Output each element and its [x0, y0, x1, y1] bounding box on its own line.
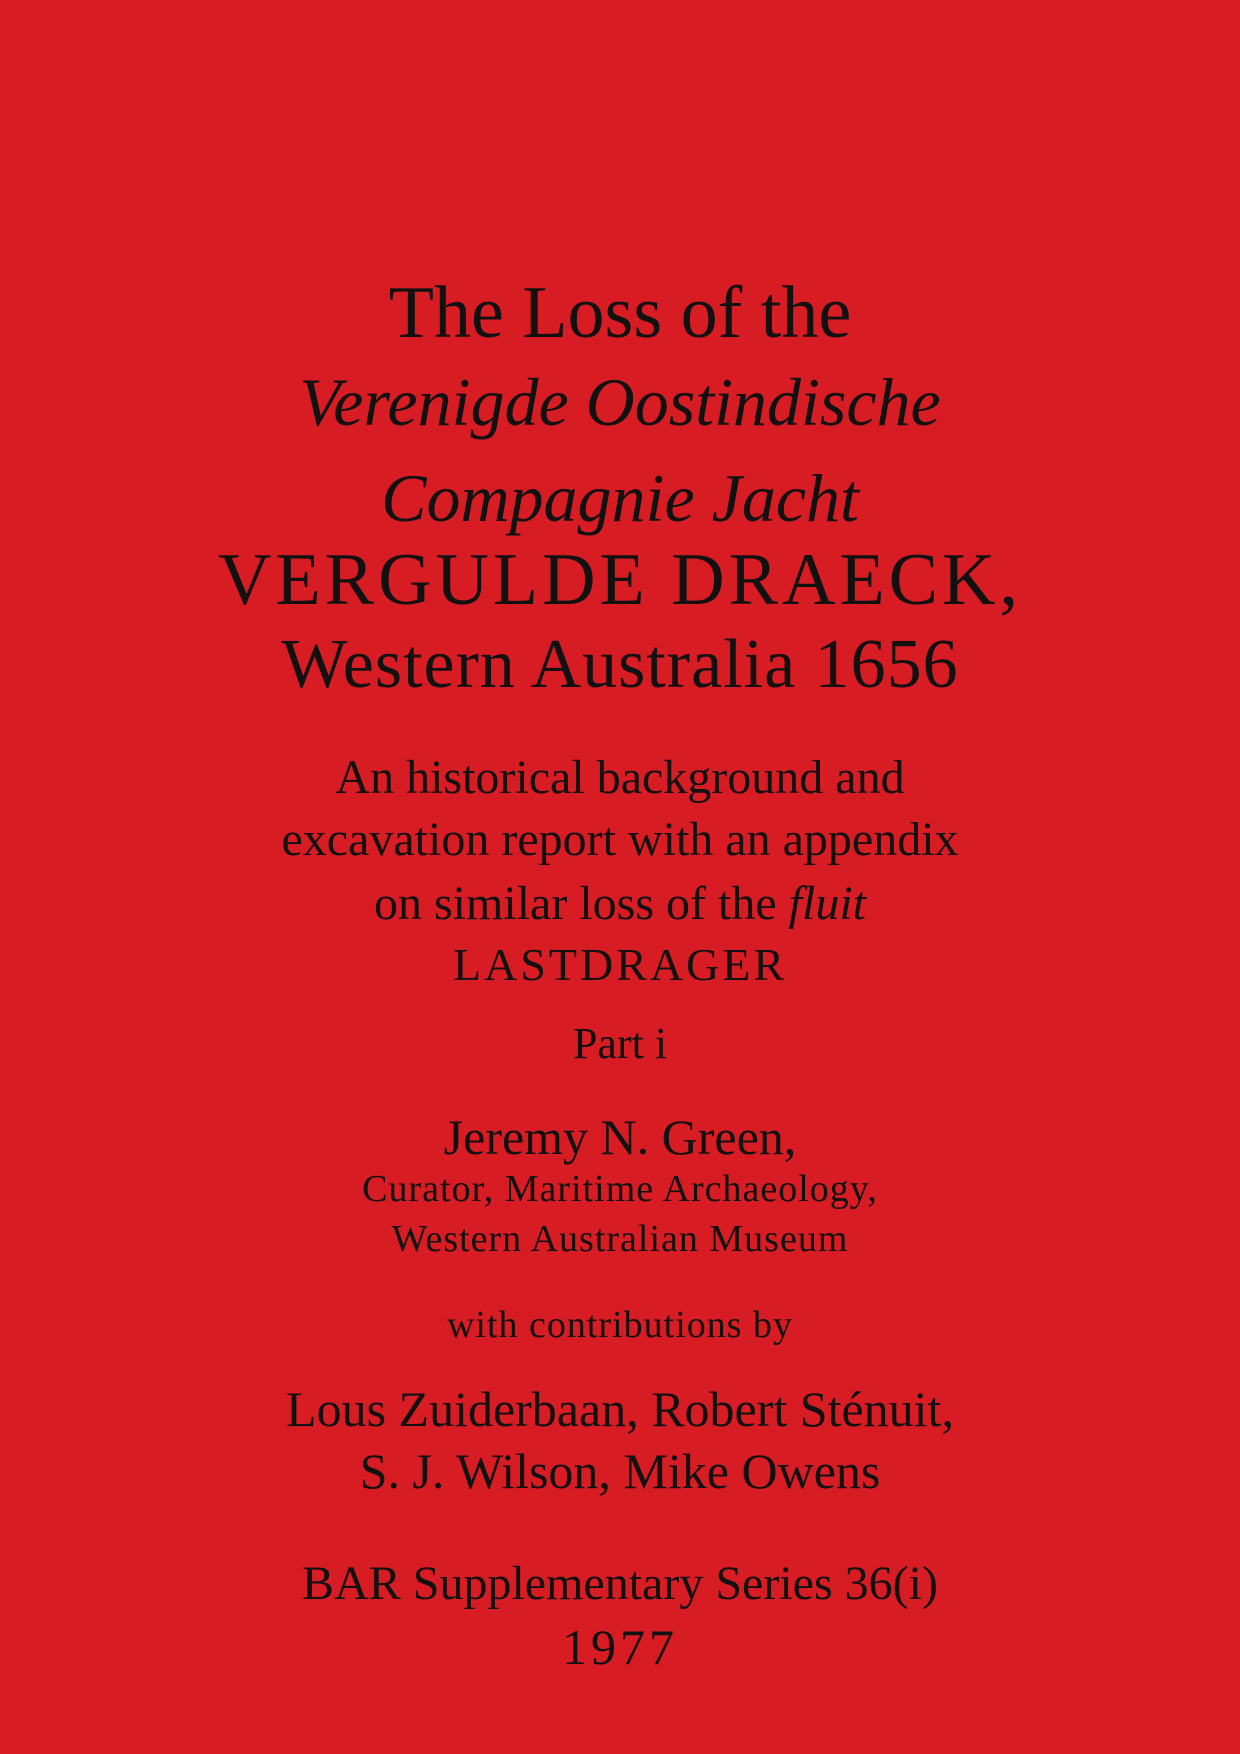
title-line-3: Compagnie Jacht — [381, 460, 859, 536]
subtitle-line-2: excavation report with an appendix — [281, 813, 959, 866]
subtitle-ship-name: LASTDRAGER — [452, 939, 788, 990]
title-line-1: The Loss of the — [388, 272, 852, 354]
publication-year: 1977 — [562, 1619, 678, 1675]
part-label: Part i — [572, 1019, 668, 1068]
subtitle-fluit-word: fluit — [788, 877, 866, 930]
ship-name: VERGULDE DRAECK, — [218, 539, 1022, 621]
title-location-year: Western Australia 1656 — [281, 626, 959, 703]
subtitle-line-3 — [0, 877, 1240, 930]
author-affiliation-line-2: Western Australian Museum — [391, 1218, 849, 1260]
contributions-label: with contributions by — [446, 1304, 794, 1346]
contributors-line-2: S. J. Wilson, Mike Owens — [359, 1443, 881, 1499]
subtitle-line-3-text: on similar loss of the — [374, 877, 789, 930]
contributors-line-1: Lous Zuiderbaan, Robert Sténuit, — [286, 1381, 954, 1437]
series-label: BAR Supplementary Series 36(i) — [302, 1557, 938, 1610]
title-line-2: Verenigde Oostindische — [299, 364, 941, 440]
author-name: Jeremy N. Green, — [443, 1109, 797, 1165]
subtitle-line-1: An historical background and — [335, 751, 905, 804]
author-affiliation-line-1: Curator, Maritime Archaeology, — [362, 1168, 878, 1210]
